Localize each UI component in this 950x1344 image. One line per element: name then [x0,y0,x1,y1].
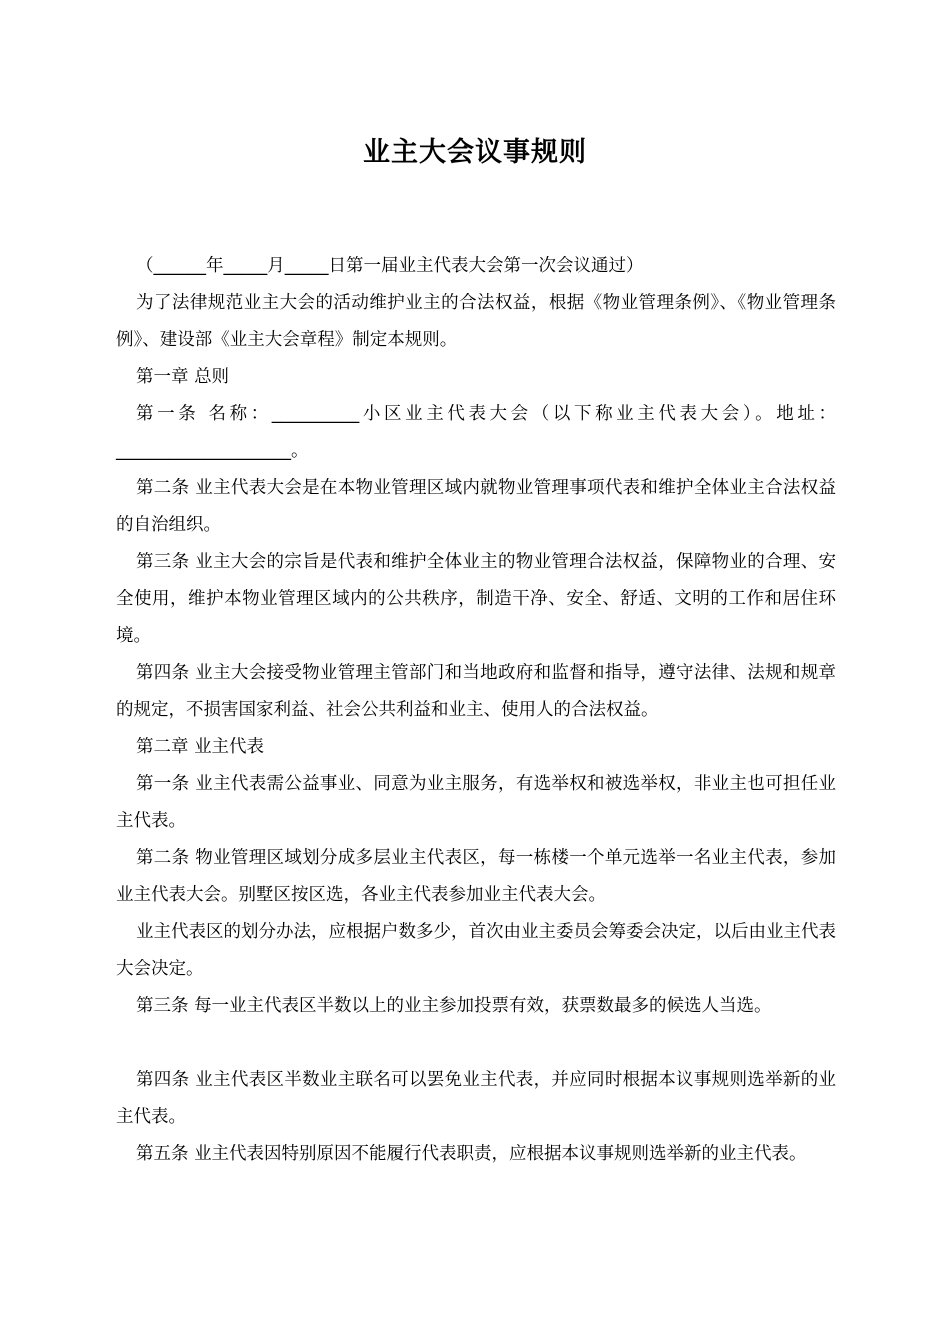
preamble-paragraph: 为了法律规范业主大会的活动维护业主的合法权益，根据《物业管理条例》、《物业管理条例》、建设部《业主大会章程》制定本规则。 [116,293,836,350]
blank-line [116,1025,836,1062]
article-paragraph: 第二条 物业管理区域划分成多层业主代表区，每一栋楼一个单元选举一名业主代表，参加业主代表大会。别墅区按区选，各业主代表参加业主代表大会。 [116,848,836,905]
chapter-heading: 第一章 总则 [136,367,230,387]
body-paragraph: 业主代表区的划分办法，应根据户数多少，首次由业主委员会筹委会决定，以后由业主代表大会决定。 [116,922,836,979]
chapter-heading: 第二章 业主代表 [136,737,265,757]
adoption-note: （______年_____月_____日第一届业主代表大会第一次会议通过） [136,256,644,276]
document-body [116,248,836,1173]
article-paragraph: 第三条 业主大会的宗旨是代表和维护全体业主的物业管理合法权益，保障物业的合理、安全使用，维护本物业管理区域内的公共秩序，制造干净、安全、舒适、文明的工作和居住环境。 [116,552,836,646]
article-paragraph: 第一条 名称：__________小区业主代表大会（以下称业主代表大会）。地址：____________________。 [116,404,836,461]
article-paragraph: 第四条 业主大会接受物业管理主管部门和当地政府和监督和指导，遵守法律、法规和规章的规定，不损害国家利益、社会公共利益和业主、使用人的合法权益。 [116,663,836,720]
article-paragraph: 第三条 每一业主代表区半数以上的业主参加投票有效，获票数最多的候选人当选。 [136,996,772,1016]
article-paragraph: 第一条 业主代表需公益事业、同意为业主服务，有选举权和被选举权，非业主也可担任业主代表。 [116,774,836,831]
article-paragraph: 第四条 业主代表区半数业主联名可以罢免业主代表，并应同时根据本议事规则选举新的业主代表。 [116,1070,836,1127]
article-paragraph: 第二条 业主代表大会是在本物业管理区域内就物业管理事项代表和维护全体业主合法权益的自治组织。 [116,478,836,535]
document-title: 业主大会议事规则 [363,137,587,168]
article-paragraph: 第五条 业主代表因特别原因不能履行代表职责，应根据本议事规则选举新的业主代表。 [136,1144,807,1164]
